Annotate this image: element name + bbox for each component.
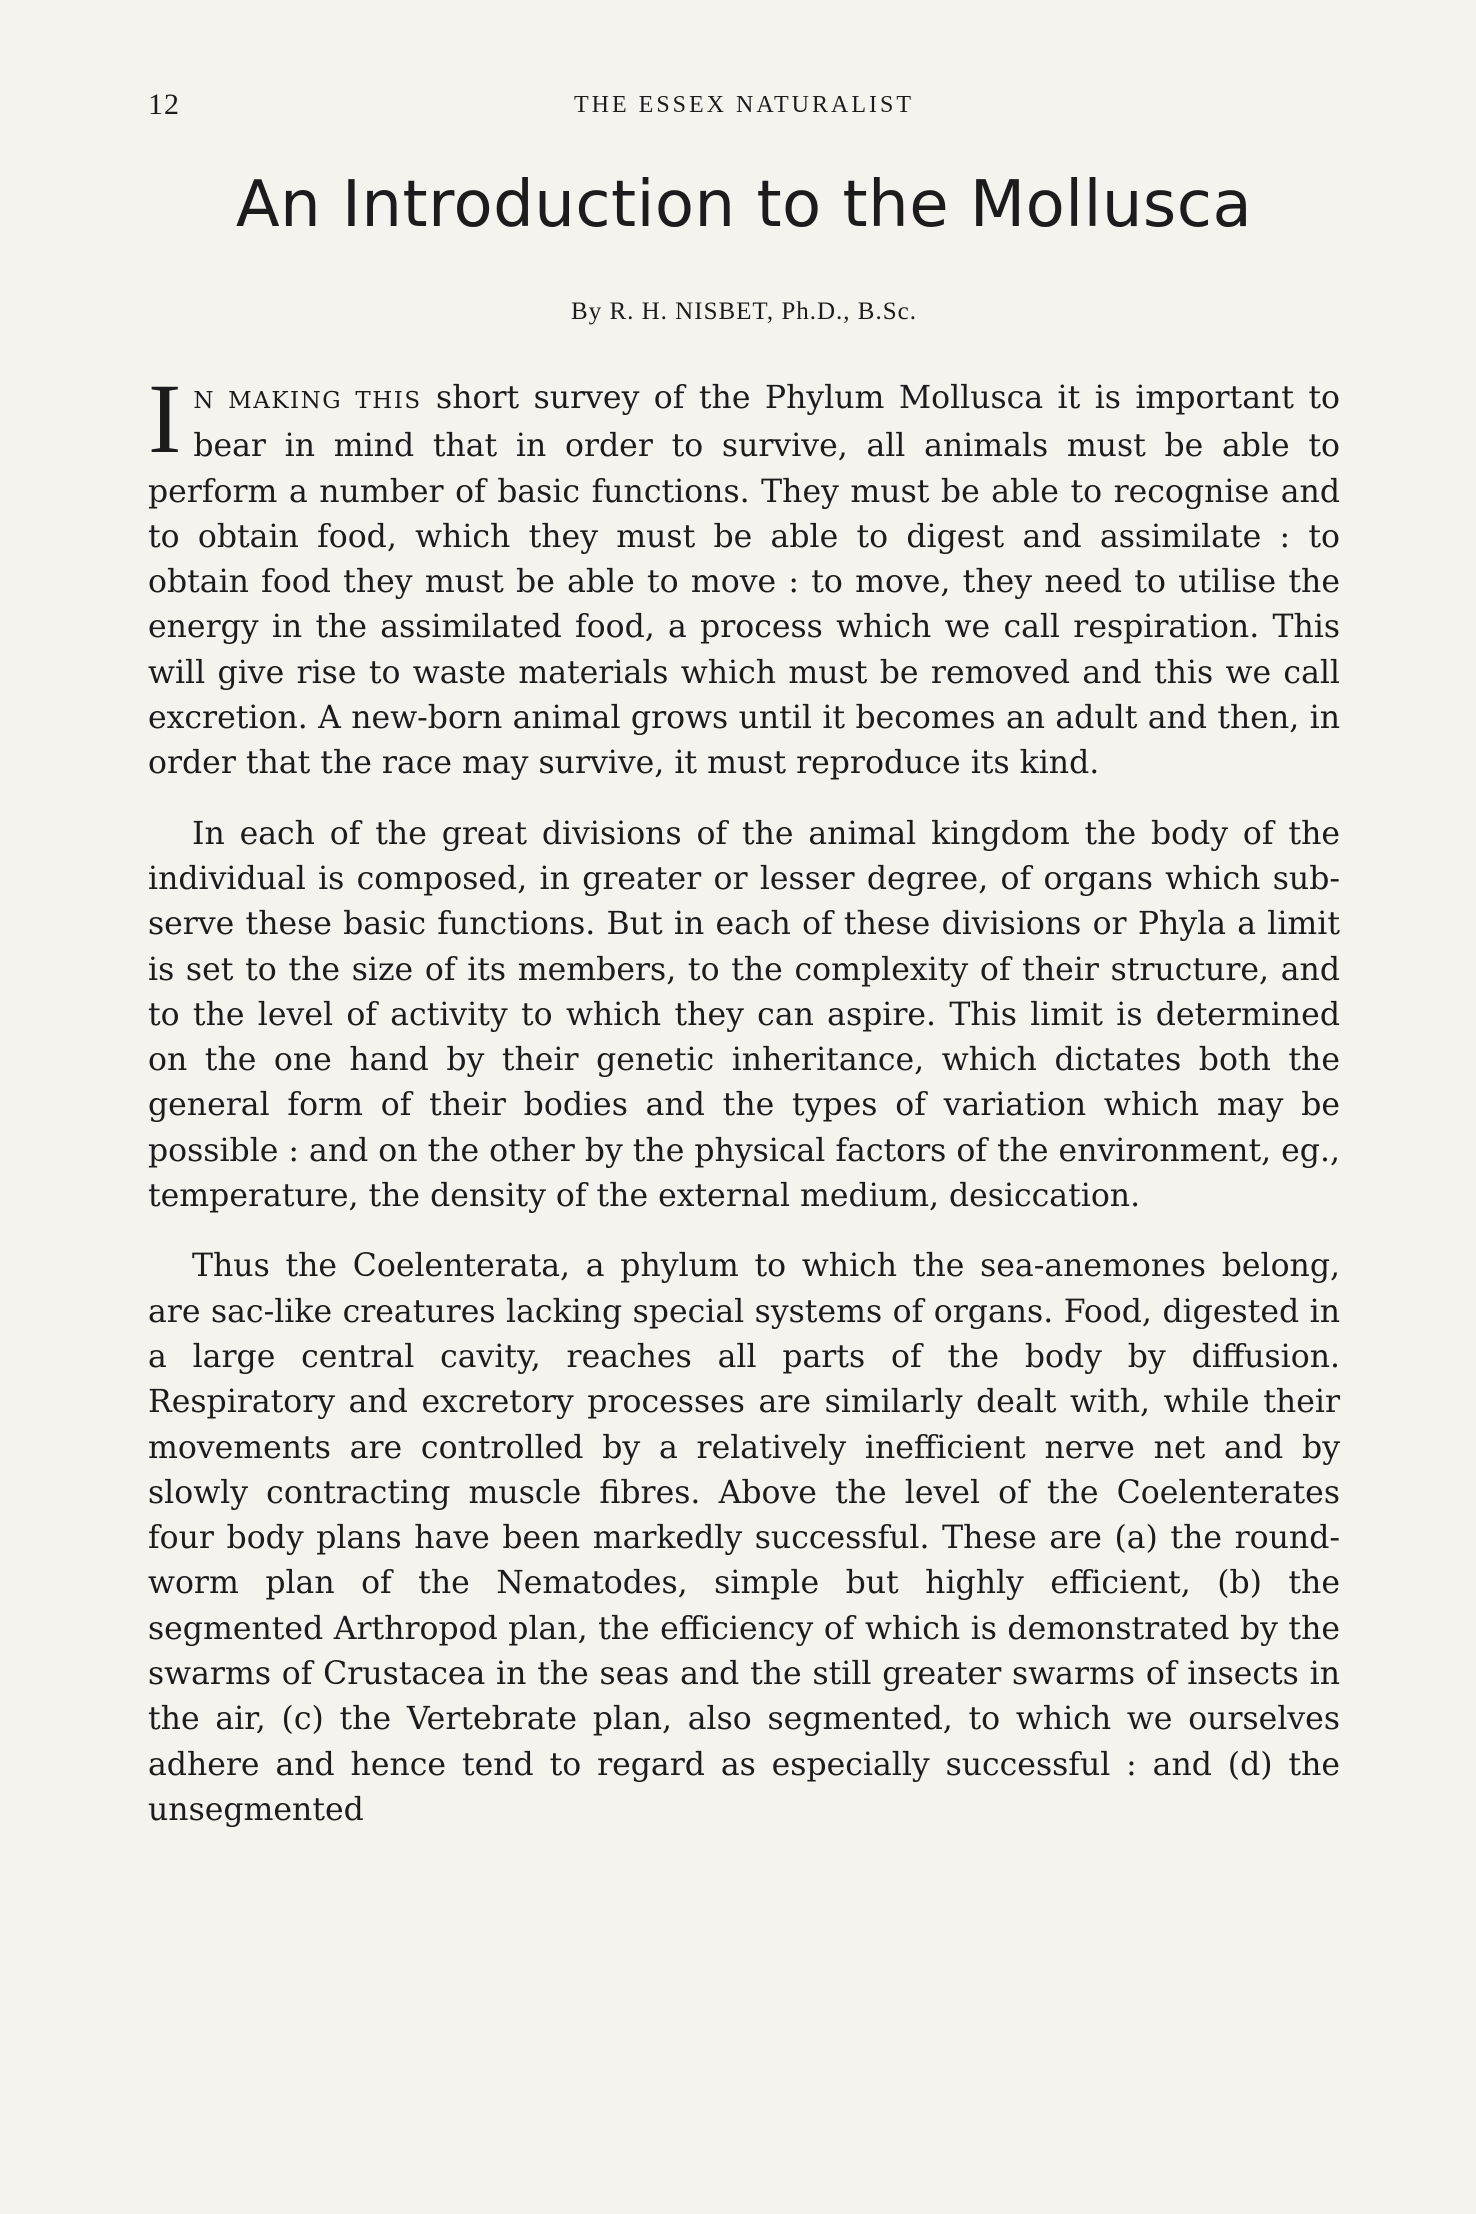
- running-head: [148, 88, 1340, 128]
- drop-cap: I: [148, 363, 182, 474]
- page-number: 12: [148, 88, 180, 121]
- lead-in-smallcaps: N MAKING THIS: [193, 388, 422, 414]
- paragraph-1-text: short survey of the Phylum Mollusca it is important to bear in mind that in order to survive, all animals must be able to perform a number of basic functions. They must be able to recognise and to obtain food, which they must be able to digest and assimilate : to obtain food they must be able to move : to move, they need to utilise the energy in the assimilated food, a process which we call respiration. This will give rise to waste materials which must be removed and this we call excretion. A new-born animal grows until it becomes an adult and then, in order that the race may survive, it must reproduce its kind.: [148, 380, 1340, 782]
- article-body: [148, 363, 1340, 1833]
- paragraph-3: Thus the Coelenterata, a phylum to which the sea-anemones belong, are sac-like creatures lacking special systems of organs. Food, digested in a large central cavity, reaches all parts of the body by diffusion. Respiratory and excretory processes are similarly dealt with, while their movements are controlled by a relatively inefficient nerve net and by slowly contracting muscle fibres. Above the level of the Coelenterates four body plans have been markedly successful. These are (a) the round-worm plan of the Nematodes, simple but highly efficient, (b) the segmented Arthropod plan, the efficiency of which is demonstrated by the swarms of Crustacea in the seas and the still greater swarms of insects in the air, (c) the Vertebrate plan, also segmented, to which we ourselves adhere and hence tend to regard as especially successful : and (d) the unsegmented: [148, 1248, 1340, 1828]
- journal-title: THE ESSEX NATURALIST: [574, 92, 914, 118]
- byline: By R. H. NISBET, Ph.D., B.Sc.: [571, 298, 917, 325]
- article-title: An Introduction to the Mollusca: [235, 168, 1253, 242]
- paragraph-1: [148, 363, 1340, 787]
- paragraph-2: In each of the great divisions of the animal kingdom the body of the individual is composed, in greater or lesser degree, of organs which sub-serve these basic functions. But in each of these divisions or Phyla a limit is set to the size of its members, to the complexity of their structure, and to the level of activity to which they can aspire. This limit is determined on the one hand by their genetic inheritance, which dictates both the general form of their bodies and the types of variation which may be possible : and on the other by the physical factors of the environment, eg., temperature, the density of the external medium, desiccation.: [148, 815, 1340, 1215]
